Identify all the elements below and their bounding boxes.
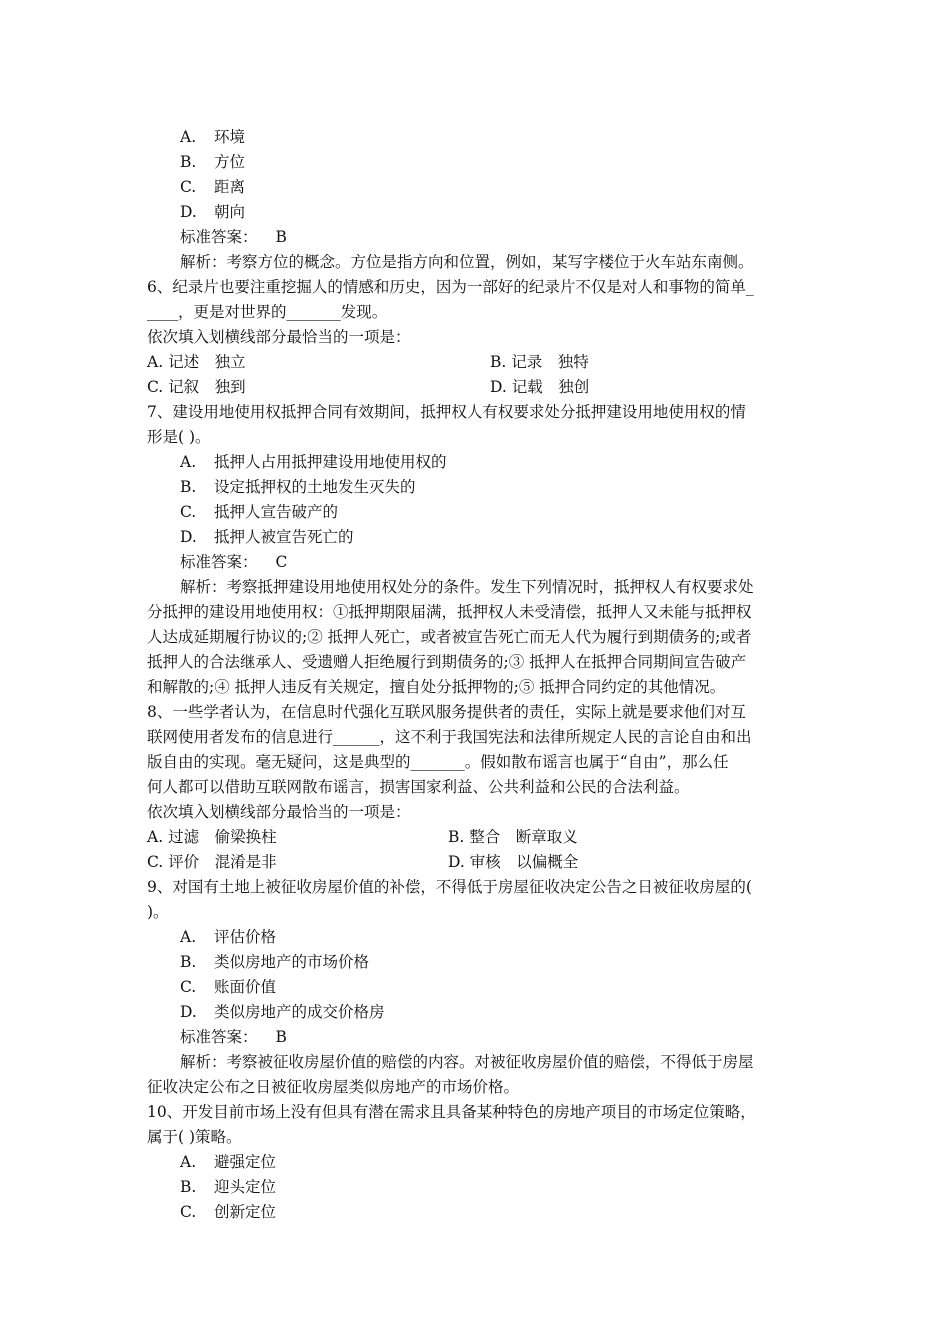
- choice-b: B. 整合 断章取义: [448, 828, 578, 846]
- option-b: B. 方位: [180, 153, 246, 171]
- option-a: A. 抵押人占用抵押建设用地使用权的: [180, 453, 447, 471]
- question-9-line-2: )。: [147, 903, 169, 921]
- choice-d: D. 审核 以偏概全: [448, 853, 579, 871]
- analysis-line: 和解散的;④ 抵押人违反有关规定，擅自处分抵押物的;⑤ 抵押合同约定的其他情况。: [147, 678, 726, 696]
- analysis-line: 征收决定公布之日被征收房屋类似房地产的市场价格。: [147, 1078, 520, 1096]
- option-d: D. 抵押人被宣告死亡的: [180, 528, 354, 546]
- option-c: C. 创新定位: [180, 1203, 277, 1221]
- option-a: A. 环境: [180, 128, 246, 146]
- question-8-instruction: 依次填入划横线部分最恰当的一项是：: [147, 803, 411, 821]
- choice-a: A. 过滤 偷梁换柱: [147, 828, 277, 846]
- question-7-line-2: 形是( )。: [147, 428, 211, 446]
- option-b: B. 设定抵押权的土地发生灭失的: [180, 478, 416, 496]
- analysis-line: 分抵押的建设用地使用权：①抵押期限届满，抵押权人未受清偿，抵押人又未能与抵押权: [147, 603, 752, 621]
- analysis-line: 解析：考察方位的概念。方位是指方向和位置，例如，某写字楼位于火车站东南侧。: [180, 253, 754, 271]
- answer-line: 标准答案： B: [180, 228, 287, 246]
- analysis-line: 解析：考察抵押建设用地使用权处分的条件。发生下列情况时，抵押权人有权要求处: [180, 578, 754, 596]
- choice-a: A. 记述 独立: [147, 353, 246, 371]
- answer-line: 标准答案： B: [180, 1028, 287, 1046]
- answer-line: 标准答案： C: [180, 553, 288, 571]
- question-6-instruction: 依次填入划横线部分最恰当的一项是：: [147, 328, 411, 346]
- option-b: B. 类似房地产的市场价格: [180, 953, 370, 971]
- option-c: C. 账面价值: [180, 978, 277, 996]
- analysis-line: 抵押人的合法继承人、受遗赠人拒绝履行到期债务的;③ 抵押人在抵押合同期间宣告破产: [147, 653, 747, 671]
- option-d: D. 朝向: [180, 203, 246, 221]
- question-6-line-1: 6、纪录片也要注重挖掘人的情感和历史，因为一部好的纪录片不仅是对人和事物的简单_: [147, 278, 754, 296]
- question-10-line-1: 10、开发目前市场上没有但具有潜在需求且具备某种特色的房地产项目的市场定位策略，: [147, 1103, 756, 1121]
- question-9-line-1: 9、对国有土地上被征收房屋价值的补偿，不得低于房屋征收决定公告之日被征收房屋的(: [147, 878, 752, 896]
- question-8-line: 版自由的实现。毫无疑问，这是典型的_______。假如散布谣言也属于“自由”，那么任: [147, 753, 729, 771]
- option-a: A. 评估价格: [180, 928, 277, 946]
- question-8-line: 联网使用者发布的信息进行______，这不利于我国宪法和法律所规定人民的言论自由和出: [147, 728, 752, 746]
- choice-c: C. 记叙 独到: [147, 378, 246, 396]
- question-6-line-2: ____，更是对世界的_______发现。: [147, 303, 388, 321]
- option-d: D. 类似房地产的成交价格房: [180, 1003, 385, 1021]
- choice-c: C. 评价 混淆是非: [147, 853, 277, 871]
- choice-d: D. 记载 独创: [490, 378, 590, 396]
- option-a: A. 避强定位: [180, 1153, 277, 1171]
- analysis-line: 解析：考察被征收房屋价值的赔偿的内容。对被征收房屋价值的赔偿，不得低于房屋: [180, 1053, 754, 1071]
- analysis-line: 人达成延期履行协议的;② 抵押人死亡，或者被宣告死亡而无人代为履行到期债务的;或者: [147, 628, 752, 646]
- option-c: C. 抵押人宣告破产的: [180, 503, 339, 521]
- question-8-line: 8、一些学者认为，在信息时代强化互联风服务提供者的责任，实际上就是要求他们对互: [147, 703, 746, 721]
- question-10-line-2: 属于( )策略。: [147, 1128, 242, 1146]
- option-b: B. 迎头定位: [180, 1178, 277, 1196]
- choice-b: B. 记录 独特: [490, 353, 589, 371]
- question-8-line: 何人都可以借助互联网散布谣言，损害国家利益、公共利益和公民的合法利益。: [147, 778, 690, 796]
- option-c: C. 距离: [180, 178, 246, 196]
- question-7-line-1: 7、建设用地使用权抵押合同有效期间，抵押权人有权要求处分抵押建设用地使用权的情: [147, 403, 746, 421]
